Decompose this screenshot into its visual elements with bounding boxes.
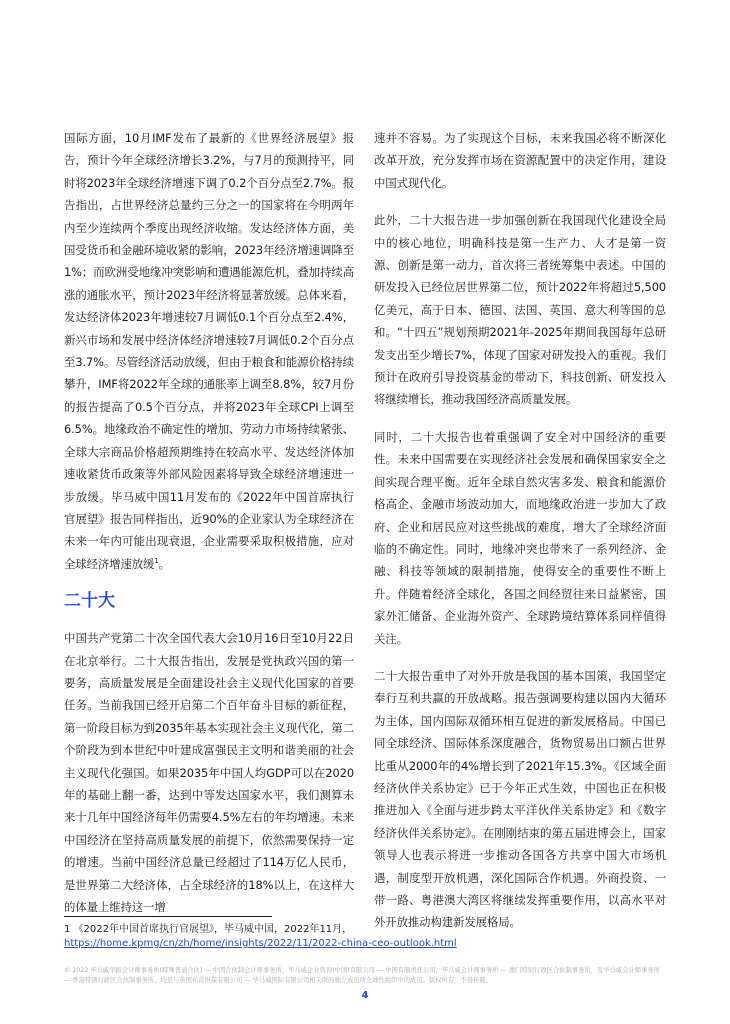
footnote-text: 1 《2022年中国首席执行官展望》，毕马威中国，2022年11月，: [64, 924, 353, 935]
footnote-ref[interactable]: 1: [154, 556, 159, 565]
paragraph-security: 同时，二十大报告也着重强调了安全对中国经济的重要性。未来中国需要在实现经济社会发展和确保国家安全之间实现合理平衡。近年全球自然灾害多发、粮食和能源价格高企、金融市场波动加大，而地缘政治进一步加大了政府、企业和居民应对这些挑战的难度，增大了全球经济面临的不确定性。同时，地缘冲突也带来了一系列经济、金融、科技等领域的限制措施，使得安全的重要性不断上升。伴随着经济全球化，各国之间经贸往来日益紧密，国家外汇储备、企业海外资产、全球跨境结算体系同样值得关注。: [374, 429, 666, 646]
right-column: [374, 127, 666, 949]
footnote-link[interactable]: https://home.kpmg/cn/zh/home/insights/2022/11/2022-china-ceo-outlook.html: [64, 938, 457, 949]
page-number: 4: [361, 990, 369, 1001]
paragraph-congress: 中国共产党第二十次全国代表大会10月16日至10月22日在北京举行。二十大报告指出，发展是党执政兴国的第一要务，高质量发展是全面建设社会主义现代化国家的首要任务。当前我国已经开启第二个百年奋斗目标的新征程，第一阶段目标为到2035年基本实现社会主义现代化，第二个阶段为到本世纪中叶建成富强民主文明和谐美丽的社会主义现代化强国。如果2035年中国人均GDP可以在2020年的基础上翻一番，达到中等发达国家水平，我们测算未来十几年中国经济每年仍需要4.5%左右的年均增速。未来中国经济在坚持高质量发展的前提下，依然需要保持一定的增速。当前中国经济总量已经超过了114万亿人民币，是世界第二大经济体，占全球经济的18%以上，在这样大的体量上维持这一增: [64, 631, 354, 914]
paragraph-continuation: 速并不容易。为了实现这个目标，未来我国必将不断深化改革开放，充分发挥市场在资源配置中的决定作用，建设中国式现代化。: [374, 131, 666, 190]
paragraph-innovation: 此外，二十大报告进一步加强创新在我国现代化建设全局中的核心地位，明确科技是第一生产力、人才是第一资源、创新是第一动力，首次将三者统筹集中表述。中国的研发投入已经位居世界第二位，预计2022年将超过5,500亿美元，高于日本、德国、法国、英国、意大利等国的总和。“十四五”规划预期2021年-2025年期间我国每年总研发支出至少增长7%，体现了国家对研发投入的重视。我们预计在政府引导投资基金的带动下，科技创新、研发投入将继续增长，推动我国经济高质量发展。: [374, 213, 666, 407]
section-heading: 二十大: [64, 591, 115, 612]
footnote: [64, 916, 664, 951]
legal-notice: © 2022 毕马威华振会计师事务所(特殊普通合伙) — 中国合伙制会计师事务所，毕马威企业咨询(中国)有限公司 — 中国有限责任公司，毕马威会计师事务所 — 澳门特别行政区合伙制事务所，及毕马威会计师事务所 — 香港特别行政区合伙制事务所，均是与英国私营担保有限公司 — 毕马威国际有限公司相关联的独立成员所全球性组织中的成员。版权所有，不得转载。: [64, 967, 660, 984]
paragraph-global-outlook: 国际方面，10月IMF发布了最新的《世界经济展望》报告，预计今年全球经济增长3.2%，与7月的预测持平，同时将2023年全球经济增速下调了0.2个百分点至2.7%。报告指出，占世界经济总量约三分之一的国家将在今明两年内至少连续两个季度出现经济收缩。发达经济体方面，美国受货币和金融环境收紧的影响，2023年经济增速调降至1%；而欧洲受地缘冲突影响和遭遇能源危机，叠加持续高涨的通胀水平，预计2023年经济将显著放缓。总体来看，发达经济体2023年增速较7月调低0.1个百分点至2.4%，新兴市场和发展中经济体经济增速较7月调低0.2个百分点至3.7%。尽管经济活动放缓，但由于粮食和能源价格持续攀升，IMF将2022年全球的通胀率上调至8.8%，较7月份的报告提高了0.5个百分点，并将2023年全球CPI上调至6.5%。地缘政治不确定性的增加、劳动力市场持续紧张、全球大宗商品价格超预期维持在较高水平、发达经济体加速收紧货币政策等外部风险因素将导致全球经济增速进一步放缓。毕马威中国11月发布的《2022年中国首席执行官展望》报告同样指出，近90%的企业家认为全球经济在未来一年内可能出现衰退，企业需要采取积极措施，应对全球经济增速放缓$^1$。: [64, 131, 354, 571]
left-column: [64, 127, 354, 918]
footnote-divider: [64, 916, 272, 917]
paragraph-opening-up: 二十大报告重申了对外开放是我国的基本国策，我国坚定奉行互利共赢的开放战略。报告强调要构建以国内大循环为主体，国内国际双循环相互促进的新发展格局。中国已同全球经济、国际体系深度融合，货物贸易出口额占世界比重从2000年的4%增长到了2021年15.3%。《区域全面经济伙伴关系协定》已于今年正式生效，中国也正在积极推进加入《全面与进步跨太平洋伙伴关系协定》和《数字经济伙伴关系协定》。在刚刚结束的第五届进博会上，国家领导人也表示将进一步推动各国各方共享中国大市场机遇，制度型开放机遇，深化国际合作机遇。外商投资、一带一路、粤港澳大湾区将继续发挥重要作用，以高水平对外开放推动构建新发展格局。: [374, 668, 666, 930]
